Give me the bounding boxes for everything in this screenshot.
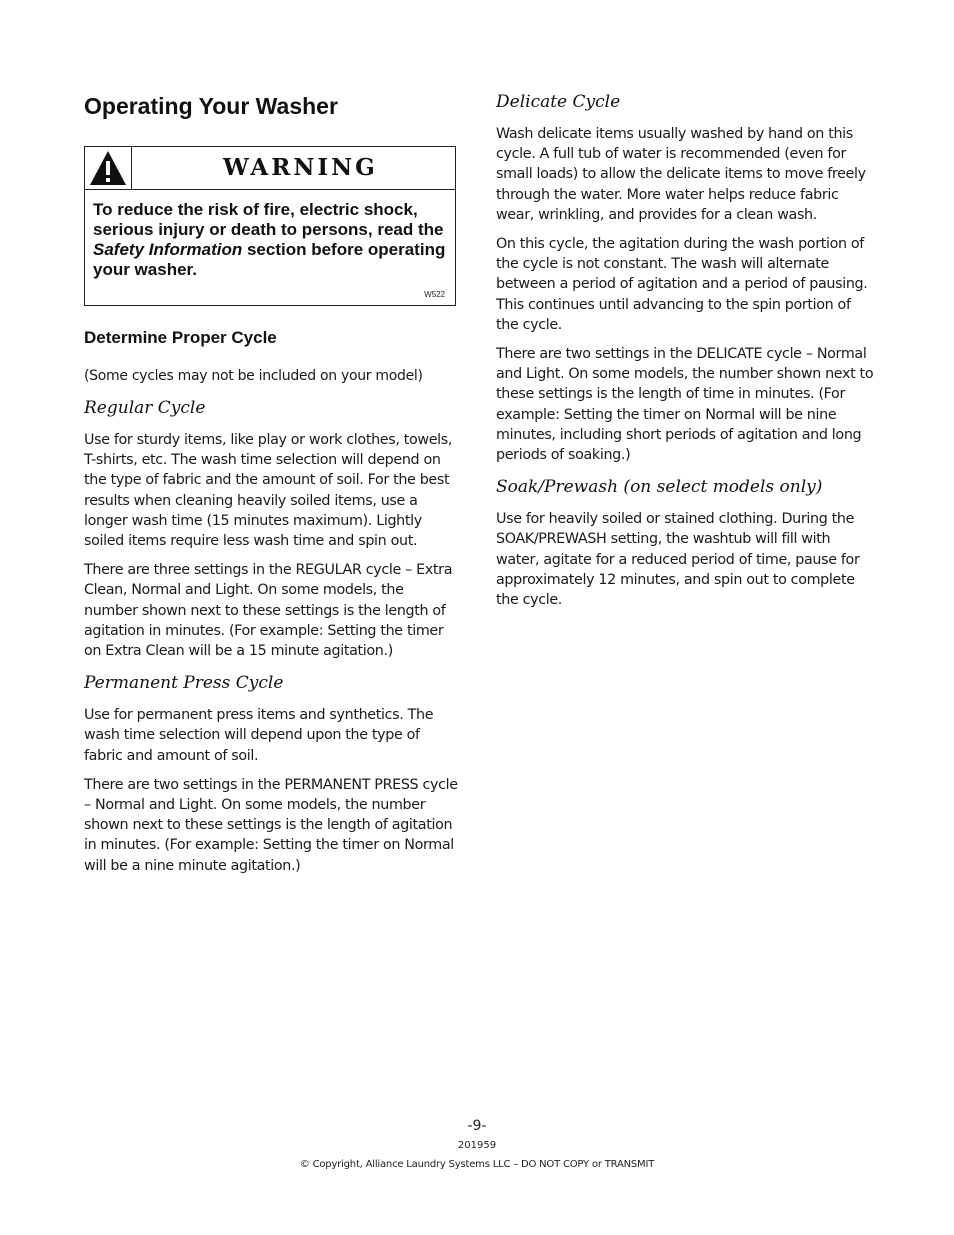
warning-triangle-icon: [88, 149, 128, 187]
delicate-cycle-heading: Delicate Cycle: [496, 92, 621, 112]
regular-cycle-paragraph-1: Use for sturdy items, like play or work clothes, towels, T-shirts, etc. The wash time selection will depend on the type of fabric and the amount of soil. For the best results when cleaning heavily soiled items, use a longer wash time (15 minutes maximum). Lightly soiled items require less wash time and spin out.: [84, 432, 453, 550]
copyright-notice: © Copyright, Alliance Laundry Systems LLC – DO NOT COPY or TRANSMIT: [299, 1159, 655, 1170]
regular-cycle-paragraph-2: There are three settings in the REGULAR cycle – Extra Clean, Normal and Light. On some models, the number shown next to these settings is the length of agitation in minutes. (For example: Setting the timer on Extra Clean will be a 15 minute agitation.): [84, 562, 453, 660]
warning-box: [84, 146, 456, 306]
regular-cycle-heading: Regular Cycle: [84, 398, 206, 418]
determine-cycle-note: (Some cycles may not be included on your model): [84, 368, 423, 384]
warning-code: W522: [424, 290, 445, 299]
warning-label: WARNING: [223, 154, 378, 181]
page-number: -9-: [467, 1118, 487, 1134]
warning-text-part-2: section before operating your washer.: [93, 240, 446, 279]
determine-cycle-heading: Determine Proper Cycle: [84, 328, 277, 347]
delicate-cycle-paragraph-1: Wash delicate items usually washed by hand on this cycle. A full tub of water is recommended (even for small loads) to allow the delicate items to move freely through the water. More water helps reduce fabric wear, wrinkling, and provides for a clean wash.: [496, 126, 866, 223]
warning-header: [85, 147, 455, 190]
delicate-cycle-paragraph-2: On this cycle, the agitation during the wash portion of the cycle is not constant. The wash will alternate between a period of agitation and a period of pausing. This continues until advancing to the spin portion of the cycle.: [496, 236, 868, 333]
delicate-cycle-paragraph-3: There are two settings in the DELICATE cycle – Normal and Light. On some models, the number shown next to these settings is the length of time in minutes. (For example: Setting the timer on Normal will be nine minutes, including short periods of agitation and long periods of soaking.): [496, 346, 874, 464]
warning-text: [85, 190, 455, 286]
warning-icon-cell: [85, 147, 132, 189]
soak-prewash-heading: Soak/Prewash (on select models only): [496, 477, 823, 498]
permanent-press-paragraph-1: Use for permanent press items and synthetics. The wash time selection will depend upon the type of fabric and amount of soil.: [84, 707, 434, 764]
warning-text-part-1: To reduce the risk of fire, electric shock, serious injury or death to persons, read the: [93, 200, 444, 239]
permanent-press-paragraph-2: There are two settings in the PERMANENT PRESS cycle – Normal and Light. On some models, the number shown next to these settings is the length of agitation in minutes. (For example: Setting the timer on Normal will be a nine minute agitation.): [84, 776, 458, 874]
page-title: Operating Your Washer: [84, 93, 338, 119]
document-number: 201959: [457, 1140, 497, 1151]
left-column: [84, 90, 458, 885]
right-column: [496, 90, 876, 619]
warning-text-emphasis: Safety Information: [93, 240, 243, 259]
soak-prewash-paragraph: Use for heavily soiled or stained clothing. During the SOAK/PREWASH setting, the washtub will fill with water, agitate for a reduced period of time, pause for approximately 12 minutes, and spin out to complete the cycle.: [496, 511, 860, 609]
permanent-press-heading: Permanent Press Cycle: [84, 673, 284, 694]
